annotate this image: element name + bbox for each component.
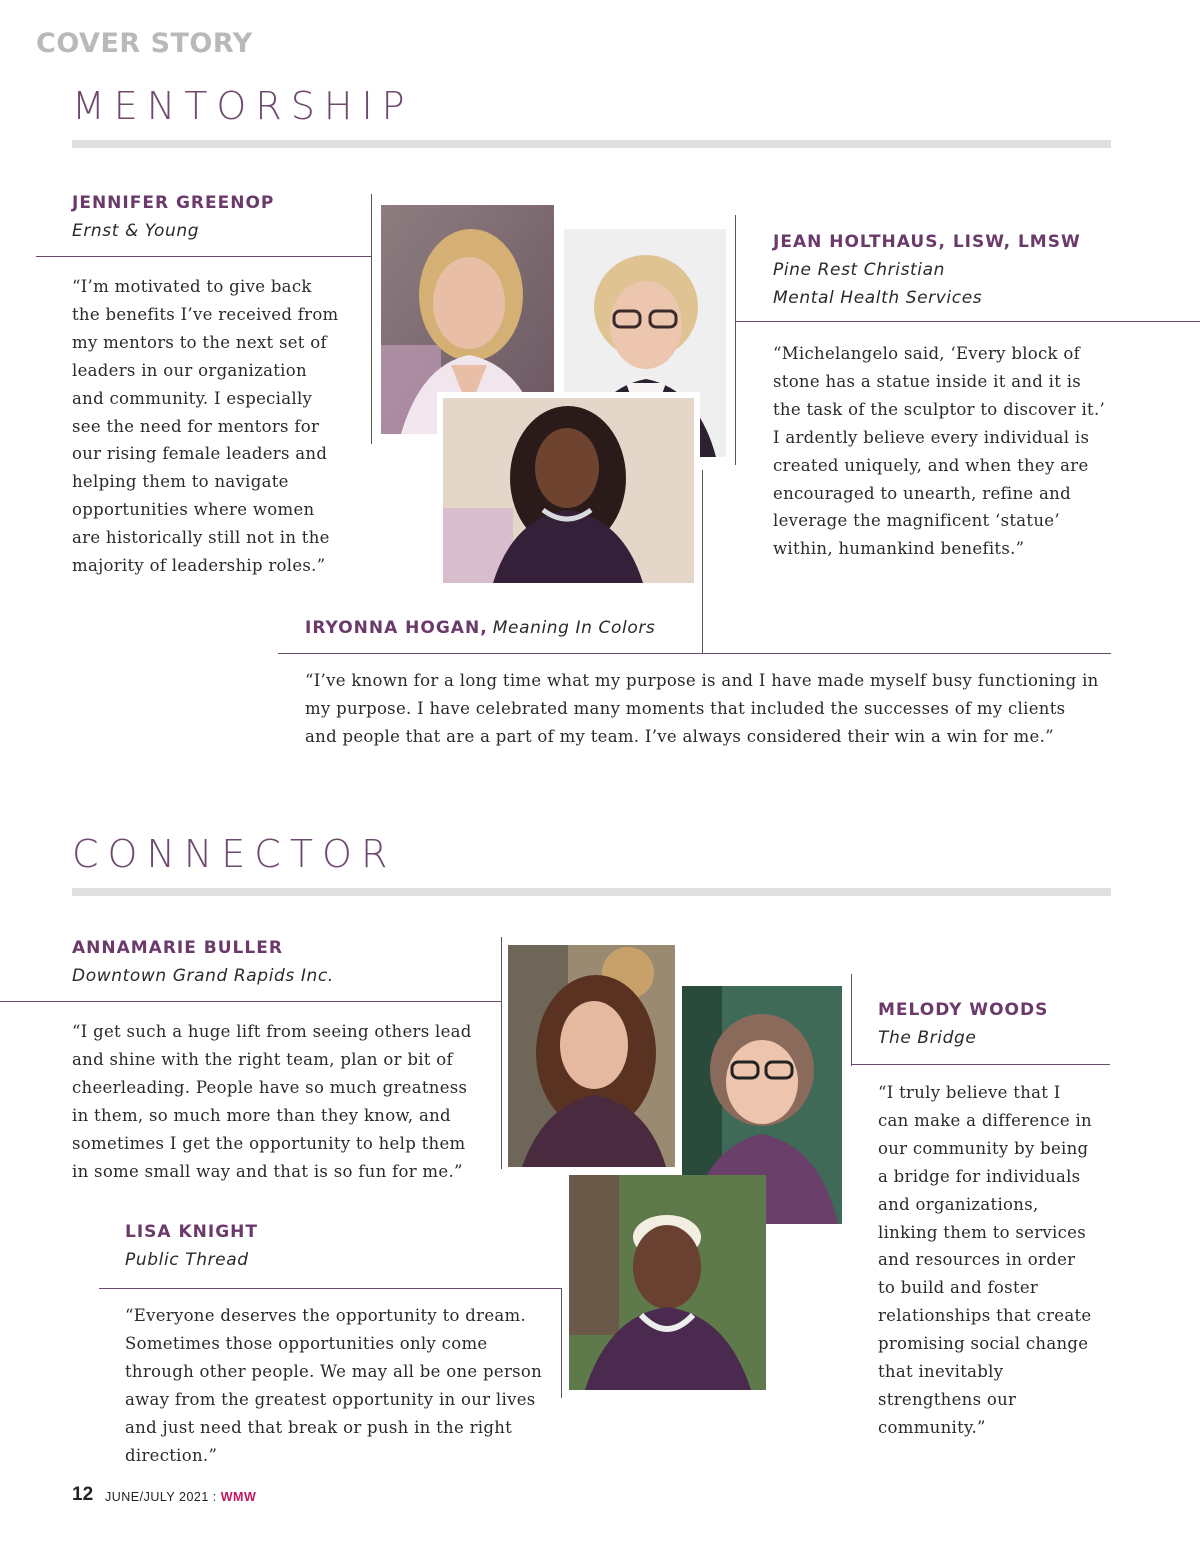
divider-line (561, 1288, 562, 1398)
profile-org: Ernst & Young (72, 221, 200, 241)
profile-name: IRYONNA HOGAN, (305, 618, 488, 638)
divider-line (0, 1001, 502, 1002)
divider-line (99, 1288, 561, 1289)
divider-line (702, 470, 703, 653)
portrait-photo-buller (508, 945, 675, 1167)
profile-name: LISA KNIGHT (125, 1222, 258, 1242)
page-number: 12 (72, 1484, 94, 1505)
divider-line (735, 215, 736, 465)
profile-org: Downtown Grand Rapids Inc. (72, 966, 334, 986)
section-rule (72, 888, 1111, 896)
profile-quote: “Everyone deserves the opportunity to dream. Sometimes those opportunities only come through other people. We may all be one person away from the greatest opportunity in our lives and just need that break or push in the right direction.” (125, 1306, 543, 1465)
portrait-photo-knight (569, 1175, 766, 1390)
profile-org: Pine Rest Christian (773, 260, 946, 280)
profile-org: Public Thread (125, 1250, 249, 1270)
section-rule (72, 140, 1111, 148)
section-kicker: COVER STORY (36, 28, 253, 59)
profile-quote: “Michelangelo said, ‘Every block of stone has a statue inside it and it is the task of the sculptor to discover it.’ I ardently believe every individual is created uniquely, and when they are encouraged to unearth, refine and leverage the magnificent ‘statue’ within, humankind benefits.” (773, 344, 1106, 559)
profile-quote: “I get such a huge lift from seeing others lead and shine with the right team, plan or bit of cheerleading. People have so much greatness in them, so much more than they know, and sometimes I get the opportunity to help them in some small way and that is so fun for me.” (72, 1022, 472, 1181)
divider-line (851, 1064, 1110, 1065)
issue-line (105, 1490, 256, 1504)
profile-quote: “I’ve known for a long time what my purpose is and I have made myself busy functioning in my purpose. I have celebrated many moments that included the successes of my clients and people that are a part of my team. I’ve always considered their win a win for me.” (305, 671, 1099, 746)
profile-name: MELODY WOODS (878, 1000, 1049, 1020)
divider-line (371, 194, 372, 444)
divider-line (851, 974, 852, 1066)
profile-name: ANNAMARIE BULLER (72, 938, 283, 958)
portrait-photo-hogan (443, 398, 694, 583)
divider-line (278, 653, 1111, 654)
divider-line (501, 937, 502, 1169)
profile-name: JEAN HOLTHAUS, LISW, LMSW (773, 232, 1081, 252)
profile-heading (305, 614, 655, 642)
magazine-brand: WMW (220, 1490, 257, 1504)
profile-quote: “I truly believe that I can make a difference in our community by being a bridge for individuals and organizations, linking them to services and resources in order to build and foster relationships that create promising social change that inevitably strengthens our community.” (878, 1083, 1092, 1437)
section-title-connector: CONNECTOR (72, 832, 397, 876)
divider-line (735, 321, 1200, 322)
divider-line (36, 256, 372, 257)
profile-org: Mental Health Services (773, 288, 983, 308)
section-title-mentorship: MENTORSHIP (72, 84, 414, 128)
profile-quote: “I’m motivated to give back the benefits I’ve received from my mentors to the next set of leaders in our organization and community. I especially see the need for mentors for our rising female leaders and helping them to navigate opportunities where women are historically still not in the majority of leadership roles.” (72, 277, 339, 576)
photo-frame (437, 392, 700, 589)
profile-org: Meaning In Colors (492, 618, 656, 638)
issue-date: JUNE/JULY 2021 : (105, 1490, 217, 1504)
profile-name: JENNIFER GREENOP (72, 193, 275, 213)
profile-org: The Bridge (878, 1028, 977, 1048)
